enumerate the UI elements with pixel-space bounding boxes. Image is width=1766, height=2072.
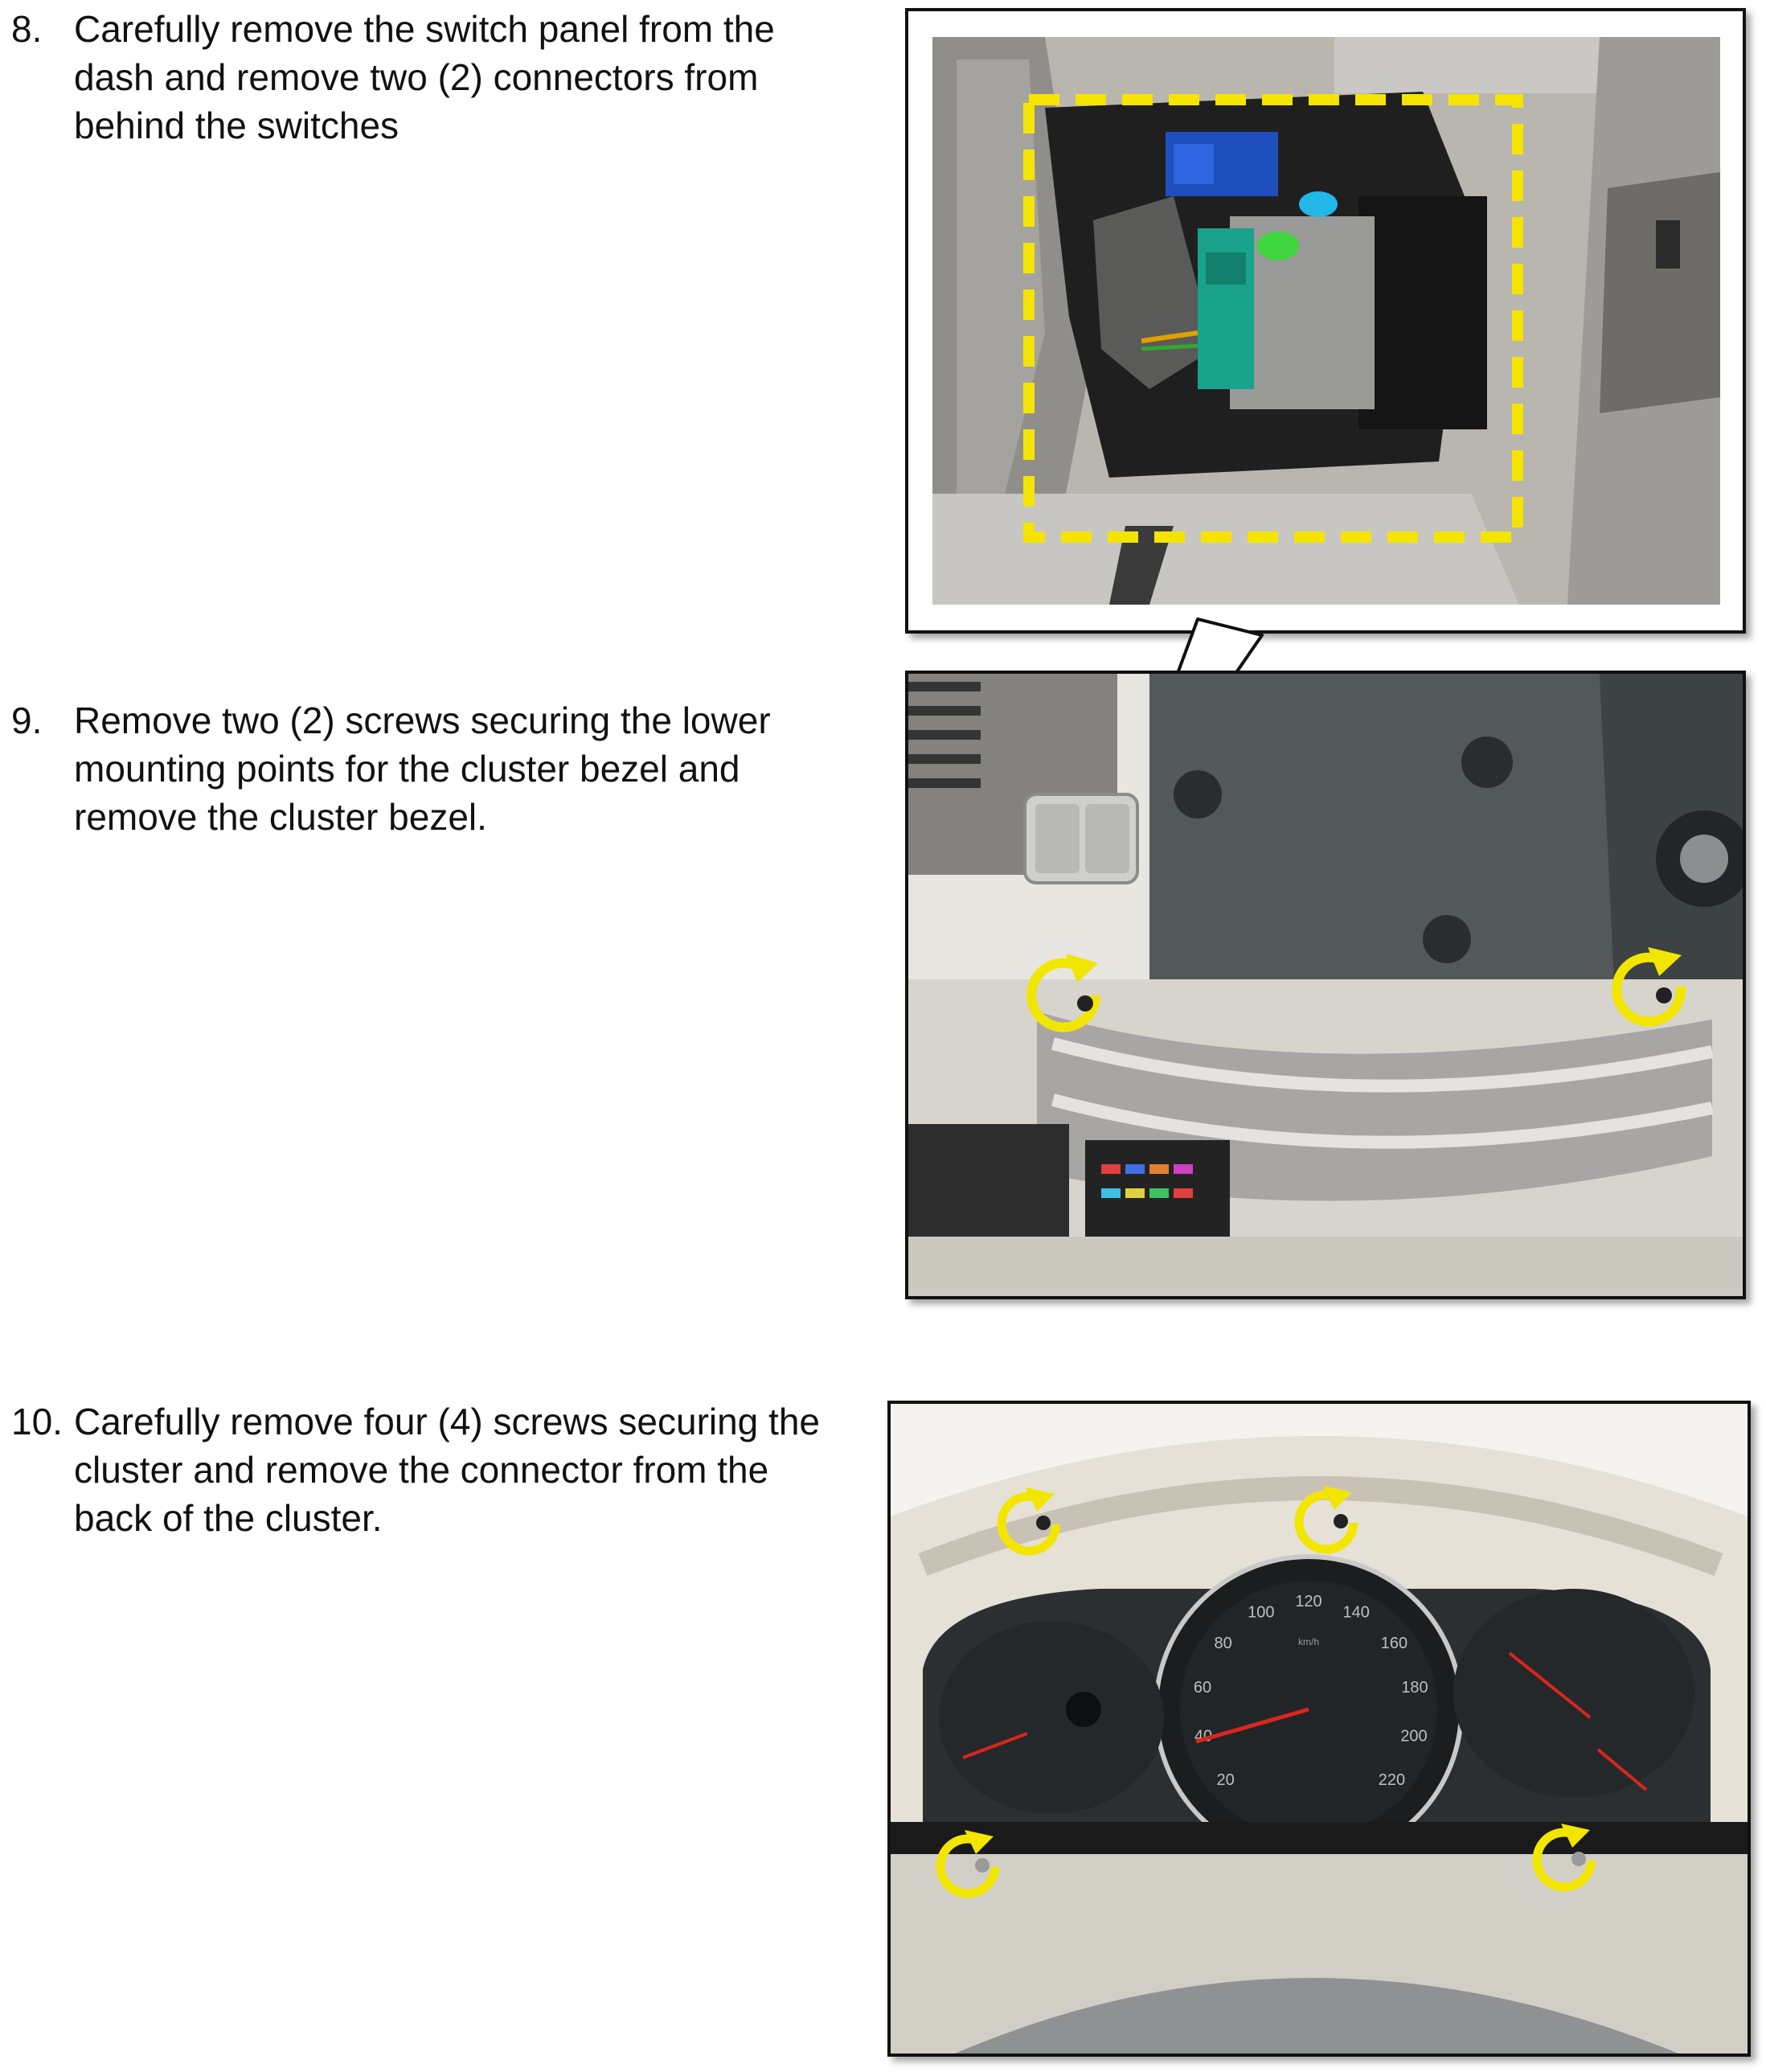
speedometer-label: 80 [1214,1634,1232,1652]
step-10 [11,1397,839,1542]
speedometer-label: 20 [1216,1770,1235,1789]
cluster-bezel-photo [905,671,1746,1299]
speedometer-label: 180 [1401,1678,1428,1697]
speedometer-label: 200 [1400,1727,1428,1746]
step-instruction: Carefully remove the switch panel from the dash and remove two (2) connectors from behind the switches [74,8,775,146]
instrument-cluster-photo [887,1401,1751,2057]
speedometer-label: 60 [1193,1678,1212,1697]
speedometer-label: 120 [1295,1593,1322,1610]
step-9 [11,696,839,841]
step-number: 8. [11,8,43,50]
speedometer-label: 140 [1342,1603,1370,1622]
instrument-cluster-illustration [891,1404,1748,2054]
speedometer-label: 100 [1248,1603,1275,1622]
step-8 [11,5,839,150]
step-instruction: Carefully remove four (4) screws securing the cluster and remove the connector from the back of the cluster. [74,1401,820,1539]
speedometer-label: 160 [1380,1634,1408,1652]
speedometer-label: 40 [1194,1727,1213,1746]
connector-closeup-photo [905,8,1746,634]
step-number: 10. [11,1401,63,1442]
connector-closeup-illustration [908,11,1743,630]
step-number: 9. [11,700,43,741]
speedometer-label: 220 [1378,1770,1406,1789]
step-instruction: Remove two (2) screws securing the lower mounting points for the cluster bezel and remove the cluster bezel. [74,700,771,838]
cluster-bezel-illustration [908,674,1743,1296]
speed-unit: km/h [1297,1636,1320,1647]
